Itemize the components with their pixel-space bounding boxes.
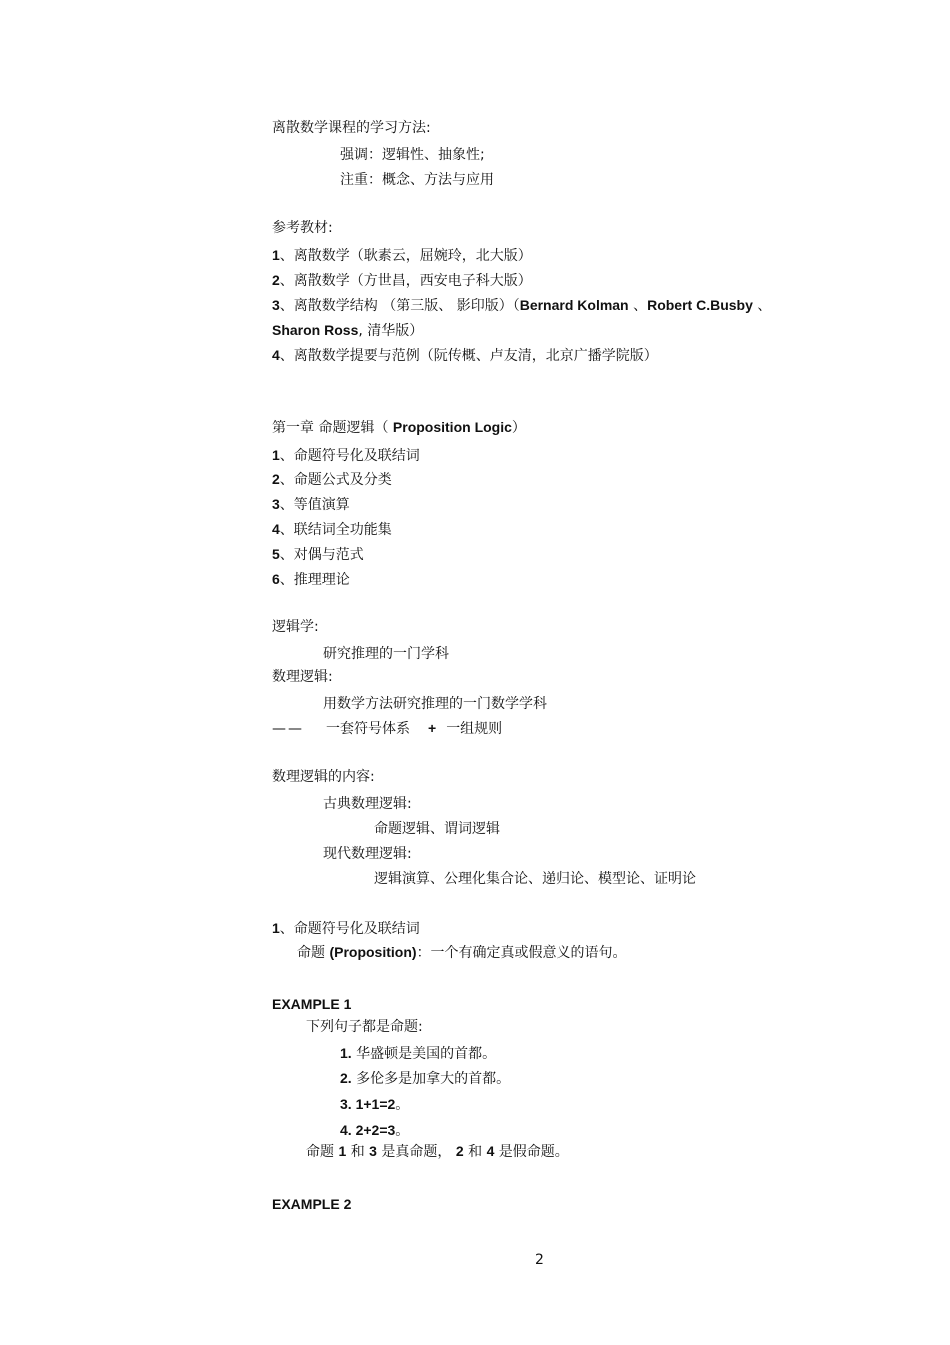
classic-logic-items: 命题逻辑、谓词逻辑 [374,821,500,837]
classic-logic-label: 古典数理逻辑: [323,796,412,812]
example-1-intro: 下列句子都是命题: [306,1019,423,1035]
math-logic-label: 数理逻辑: [272,669,333,685]
section-heading: 1、命题符号化及联结词 [272,920,420,937]
logic-definition: 研究推理的一门学科 [323,646,449,662]
reference-item: 2、离散数学（方世昌，西安电子科大版） [272,272,532,289]
chapter-title: 第一章 命题逻辑（ Proposition Logic） [272,419,526,436]
math-logic-composition: —— 一套符号体系 + 一组规则 [272,720,503,737]
page-number: 2 [535,1252,544,1268]
references-title: 参考教材: [272,220,333,236]
reference-item: 1、离散数学（耿素云，屈婉玲，北大版） [272,247,532,264]
modern-logic-items: 逻辑演算、公理化集合论、递归论、模型论、证明论 [374,871,696,887]
proposition-definition: 命题 (Proposition)：一个有确定真或假意义的语句。 [297,944,627,961]
chapter-section: 5、对偶与范式 [272,546,364,563]
method-focus: 注重：概念、方法与应用 [340,172,494,188]
chapter-section: 6、推理理论 [272,571,350,588]
example-item: 4. 2+2=3。 [340,1122,410,1139]
example-1-conclusion: 命题 1 和 3 是真命题， 2 和 4 是假命题。 [306,1143,569,1160]
chapter-section: 2、命题公式及分类 [272,471,392,488]
chapter-section: 1、命题符号化及联结词 [272,447,420,464]
reference-item: 3、离散数学结构 （第三版、 影印版）（Bernard Kolman 、Robert C.Busby 、 [272,297,772,314]
content-label: 数理逻辑的内容: [272,769,375,785]
chapter-section: 3、等值演算 [272,496,350,513]
example-item: 3. 1+1=2。 [340,1096,410,1113]
chapter-section: 4、联结词全功能集 [272,521,392,538]
math-logic-definition: 用数学方法研究推理的一门数学学科 [323,696,547,712]
example-1-label: EXAMPLE 1 [272,996,352,1012]
logic-label: 逻辑学: [272,619,319,635]
example-2-label: EXAMPLE 2 [272,1196,352,1212]
example-item: 1. 华盛顿是美国的首都。 [340,1045,497,1062]
modern-logic-label: 现代数理逻辑: [323,846,412,862]
method-title: 离散数学课程的学习方法: [272,120,431,136]
method-emphasis: 强调：逻辑性、抽象性; [340,147,485,163]
reference-item-continued: Sharon Ross, 清华版） [272,322,424,339]
example-item: 2. 多伦多是加拿大的首都。 [340,1070,511,1087]
reference-item: 4、离散数学提要与范例（阮传概、卢友清，北京广播学院版） [272,347,658,364]
